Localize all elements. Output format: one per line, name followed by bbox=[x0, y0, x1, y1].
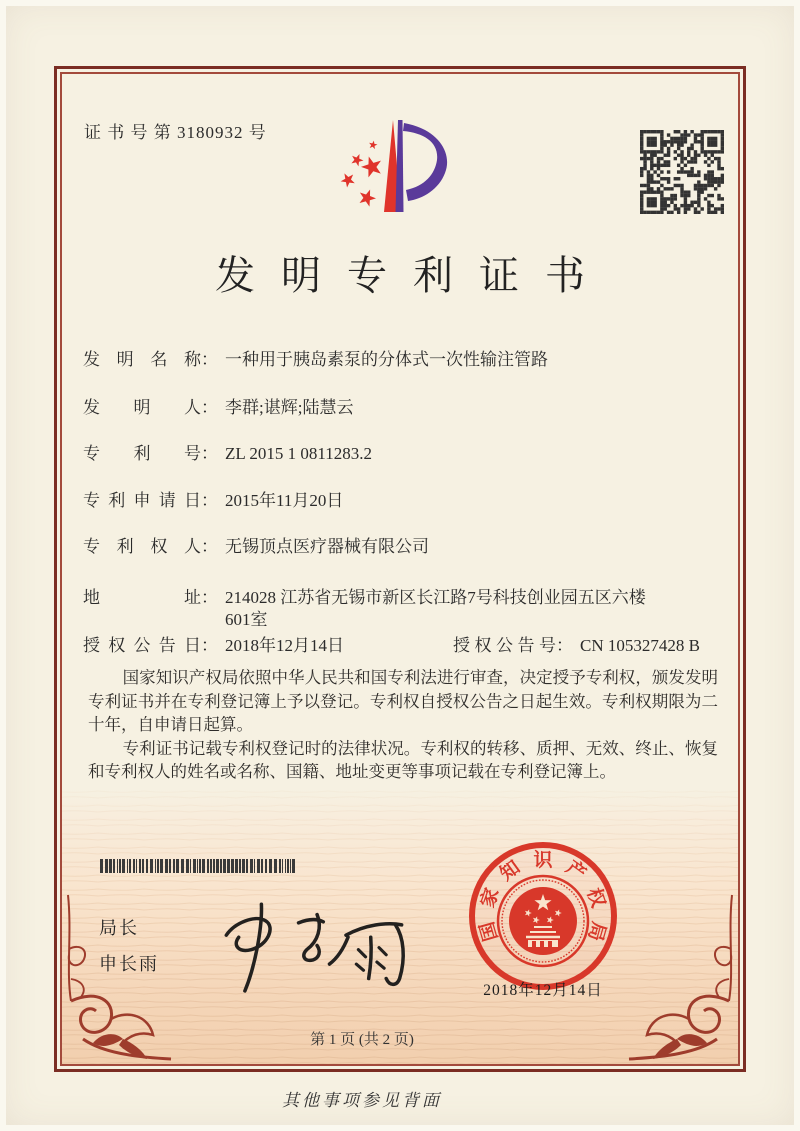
svg-text:家: 家 bbox=[477, 885, 504, 911]
field-label: 专利号 bbox=[83, 444, 201, 463]
seal-date: 2018年12月14日 bbox=[483, 982, 603, 999]
official-seal bbox=[466, 839, 620, 993]
field-label: 授权公告日 bbox=[83, 636, 201, 655]
certificate-border bbox=[54, 66, 746, 1072]
certificate-number: 证 书 号 第 3180932 号 bbox=[84, 123, 267, 142]
field-row-patentee: 专利权人 ： 无锡顶点医疗器械有限公司 bbox=[83, 532, 429, 557]
legal-paragraph-2: 专利证书记载专利权登记时的法律状况。专利权的转移、质押、无效、终止、恢复和专利权人的姓名或名称、国籍、地址变更等事项记载在专利登记簿上。 bbox=[88, 738, 718, 781]
svg-text:识: 识 bbox=[533, 850, 553, 871]
field-value: 李群;谌辉;陆慧云 bbox=[225, 398, 354, 417]
field-row-grant: 授权公告日 ： 2018年12月14日 授权公告号 ： CN 105327428 B bbox=[83, 631, 344, 656]
field-value-address-line2: 601室 bbox=[225, 610, 268, 629]
field-label: 授权公告号 bbox=[453, 636, 556, 655]
back-note: 其他事项参见背面 bbox=[282, 1091, 442, 1110]
field-value: 2015年11月20日 bbox=[225, 491, 344, 510]
field-value: 2018年12月14日 bbox=[225, 636, 344, 655]
commissioner-name: 申长雨 bbox=[99, 954, 159, 974]
field-value: 一种用于胰岛素泵的分体式一次性输注管路 bbox=[225, 350, 548, 369]
national-emblem bbox=[498, 876, 588, 966]
field-value: 无锡顶点医疗器械有限公司 bbox=[225, 537, 429, 556]
legal-text bbox=[88, 666, 718, 784]
svg-text:局: 局 bbox=[583, 919, 610, 944]
svg-text:国: 国 bbox=[476, 919, 503, 944]
svg-text:知: 知 bbox=[496, 857, 525, 886]
field-row-address: 地址 ： 214028 江苏省无锡市新区长江路7号科技创业园五区六楼 bbox=[83, 583, 646, 608]
field-row-grant-number: 授权公告号 ： CN 105327428 B bbox=[453, 631, 700, 656]
logo-stars-icon bbox=[341, 141, 381, 207]
field-label: 发明名称 bbox=[83, 350, 201, 369]
field-label: 专利权人 bbox=[83, 537, 201, 556]
field-label: 专利申请日 bbox=[83, 491, 201, 510]
field-value: 214028 江苏省无锡市新区长江路7号科技创业园五区六楼 bbox=[225, 588, 646, 607]
field-row-patent-number: 专利号 ： ZL 2015 1 0811283.2 bbox=[83, 439, 372, 464]
qr-code bbox=[640, 130, 724, 214]
field-row-filing-date: 专利申请日 ： 2015年11月20日 bbox=[83, 486, 343, 511]
page-indicator: 第 1 页 (共 2 页) bbox=[310, 1032, 414, 1048]
field-label: 地址 bbox=[83, 588, 201, 607]
logo-p-bowl bbox=[403, 123, 447, 201]
field-row-invention-name: 发明名称 ： 一种用于胰岛素泵的分体式一次性输注管路 bbox=[83, 345, 548, 370]
certificate-border-inner bbox=[60, 72, 740, 1066]
field-label: 发明人 bbox=[83, 398, 201, 417]
cnipa-logo bbox=[324, 110, 464, 225]
barcode bbox=[100, 859, 298, 873]
field-value: ZL 2015 1 0811283.2 bbox=[225, 444, 373, 463]
commissioner-signature bbox=[214, 896, 414, 994]
decorative-footer-band bbox=[62, 788, 738, 1064]
field-value: CN 105327428 B bbox=[580, 636, 700, 655]
field-row-inventors: 发明人 ： 李群;谌辉;陆慧云 bbox=[83, 393, 353, 418]
commissioner-title: 局长 bbox=[99, 918, 139, 938]
svg-text:产: 产 bbox=[561, 857, 590, 886]
legal-paragraph-1: 国家知识产权局依照中华人民共和国专利法进行审查，决定授予专利权，颁发发明专利证书并在专利登记簿上予以登记。专利权自授权公告之日起生效。专利权期限为二十年，自申请日起算。 bbox=[88, 668, 718, 734]
svg-text:权: 权 bbox=[582, 885, 609, 911]
certificate-title: 发明专利证书 bbox=[215, 253, 611, 298]
